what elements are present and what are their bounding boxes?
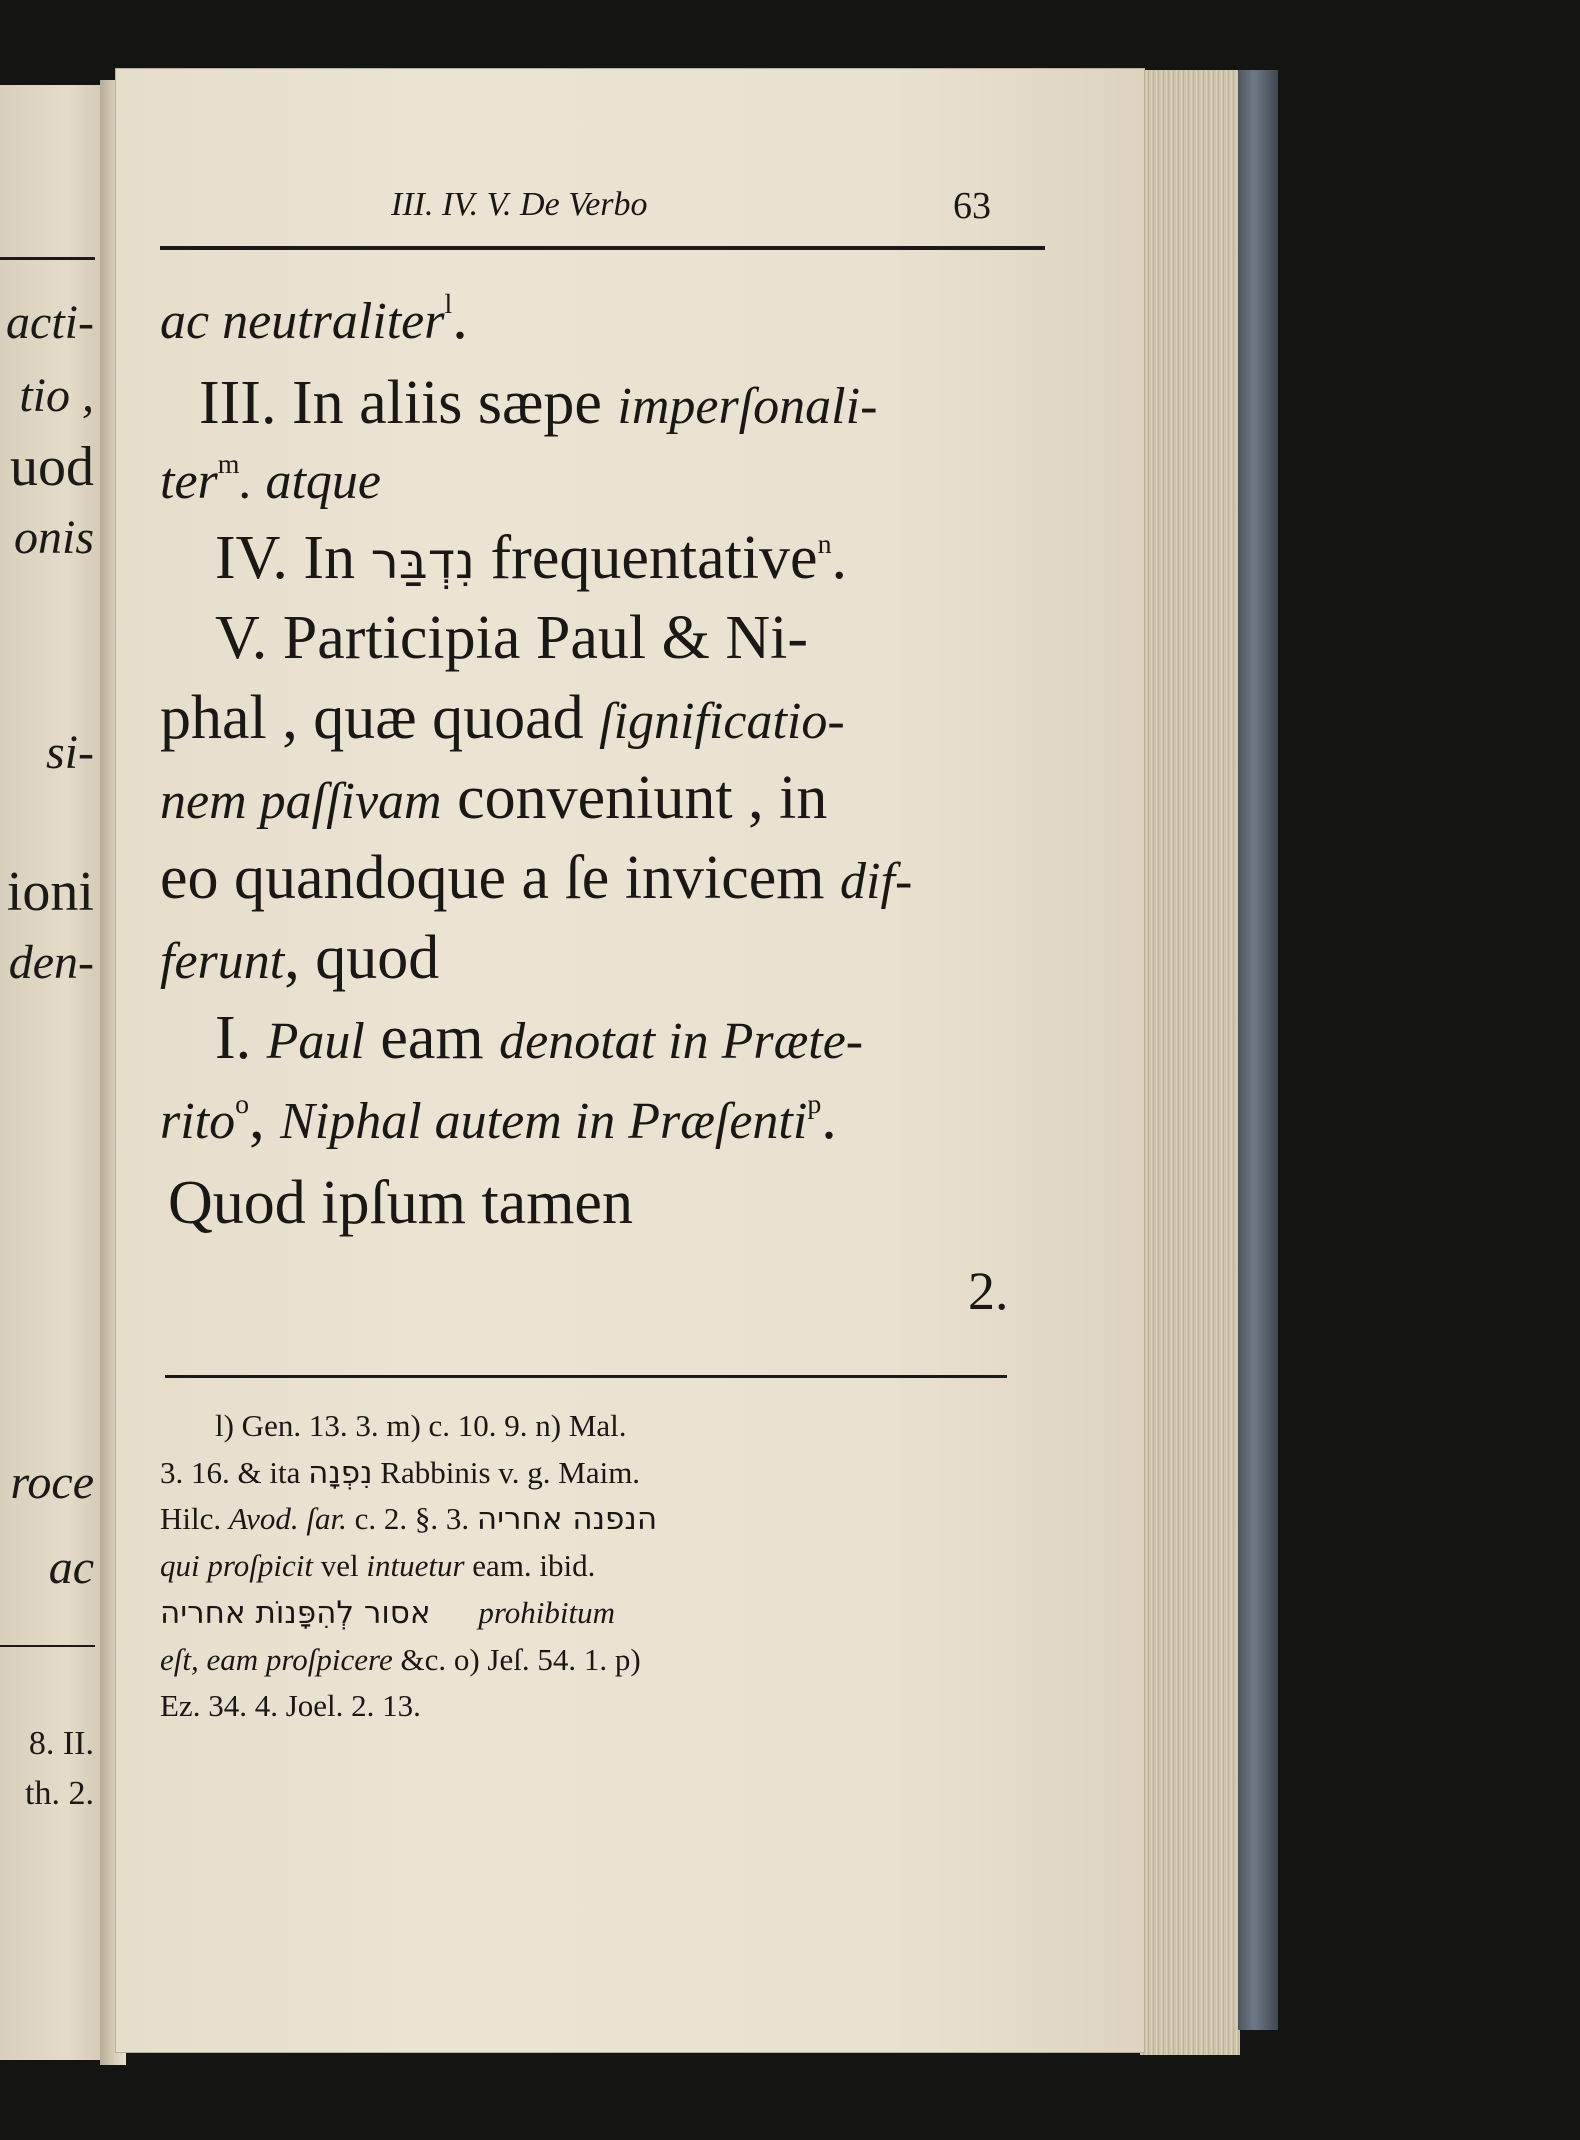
footnote-line: Ez. 34. 4. Joel. 2. 13. <box>160 1688 421 1723</box>
text-roman: III. In aliis sæpe <box>199 369 618 437</box>
footnote-text: c. 2. §. 3. <box>346 1501 477 1536</box>
left-fragment: roce <box>10 1456 94 1509</box>
text-italic: rito <box>160 1093 236 1150</box>
left-fragment: onis <box>13 511 94 564</box>
left-page-rule <box>0 257 95 260</box>
left-fragment: ioni <box>6 861 94 923</box>
text-tail: . <box>821 1084 837 1152</box>
footnote-text: Rabbinis v. g. Maim. <box>372 1455 641 1490</box>
footnote-text: Hilc. <box>160 1501 229 1536</box>
footnote-marker: p <box>807 1088 822 1120</box>
text-italic: nem paſſivam <box>160 773 442 830</box>
text-roman: , <box>249 1084 281 1152</box>
footnote-text: 3. 16. & ita <box>160 1455 309 1490</box>
text-italic: ter <box>160 453 218 510</box>
text-roman: , quod <box>284 924 440 992</box>
text-line <box>160 283 468 354</box>
text-italic: ferunt <box>160 933 285 990</box>
left-fragment: th. 2. <box>25 1775 94 1812</box>
text-roman: I. <box>215 1004 267 1072</box>
text-line <box>160 843 912 914</box>
book-cover-edge <box>1238 70 1278 2030</box>
footnote-line: l) Gen. 13. 3. m) c. 10. 9. n) Mal. <box>215 1408 627 1443</box>
text-line <box>160 763 827 834</box>
text-tail: . <box>831 524 848 592</box>
footnote-italic: Avod. ſar. <box>228 1501 347 1536</box>
footnote-marker: m <box>217 448 240 480</box>
footnote-italic: qui proſpicit <box>160 1548 313 1583</box>
text-line <box>160 923 439 994</box>
footnote-line <box>160 1642 641 1678</box>
text-roman: phal , quæ quoad <box>160 684 600 752</box>
header-rule <box>160 246 1045 250</box>
footnote-rule <box>165 1375 1007 1378</box>
page-edges <box>1140 70 1240 2055</box>
text-roman: eo quandoque a ſe invicem <box>160 844 841 912</box>
text-italic: Niphal autem in Præſenti <box>280 1093 808 1150</box>
left-fragment: ac <box>48 1541 94 1594</box>
text-tail: . atque <box>239 453 381 510</box>
text-roman: eam <box>364 1004 500 1072</box>
text-roman: frequentative <box>475 524 818 592</box>
hebrew-phrase: הנפנה אחריה <box>476 1501 658 1537</box>
text-line <box>215 1003 863 1074</box>
text-roman: conveniunt , in <box>441 764 828 832</box>
text-line <box>199 368 877 439</box>
left-page-fragment <box>0 85 112 2060</box>
left-fragment: tio , <box>19 369 94 422</box>
text-line <box>160 1083 837 1154</box>
footnote-line <box>160 1501 657 1537</box>
footnote-italic: intuetur <box>366 1548 465 1583</box>
left-fragment: acti- <box>6 296 94 349</box>
text-italic: ſignificatio- <box>599 693 845 750</box>
footnote-marker: o <box>235 1088 250 1120</box>
catchword: 2. <box>968 1261 1009 1321</box>
text-tail: . <box>452 284 468 352</box>
text-line: V. Participia Paul & Ni- <box>215 604 808 672</box>
running-title: III. IV. V. De Verbo <box>391 186 648 223</box>
left-fragment: den- <box>8 936 94 989</box>
hebrew-word: נִפְנָה <box>308 1455 373 1491</box>
footnote-marker: n <box>817 528 832 560</box>
text-line <box>160 443 381 514</box>
page-number: 63 <box>953 185 991 227</box>
text-line <box>160 683 845 754</box>
left-fragment: si- <box>46 726 94 779</box>
footnote-line <box>160 1455 640 1491</box>
footnote-line <box>160 1548 595 1584</box>
left-page-footnote-rule <box>0 1645 95 1647</box>
footnote-text: eam. ibid. <box>464 1548 596 1583</box>
text-italic: Paul <box>266 1013 365 1070</box>
footnote-italic: prohibitum <box>478 1595 616 1630</box>
footnote-italic: eſt, eam proſpicere <box>160 1642 393 1677</box>
hebrew-word: נִדְבַּר <box>370 532 476 590</box>
left-fragment: 8. II. <box>28 1725 94 1762</box>
text-roman: IV. In <box>215 524 371 592</box>
text-italic: dif- <box>840 853 913 910</box>
text-italic: imperſonali- <box>617 378 878 435</box>
footnote-text: &c. o) Jeſ. 54. 1. p) <box>392 1642 641 1677</box>
text-line: Quod ipſum tamen <box>168 1169 633 1237</box>
text-italic: ac neutraliter <box>160 293 445 350</box>
right-page <box>115 68 1145 2053</box>
hebrew-phrase: אסור לְהִפָּנוֹת אחריה <box>160 1595 431 1631</box>
text-italic: denotat in Præte- <box>499 1013 864 1070</box>
footnote-line <box>160 1595 615 1631</box>
text-line <box>215 523 847 594</box>
left-fragment: uod <box>10 436 94 498</box>
footnote-marker: l <box>444 288 453 320</box>
footnote-text: vel <box>313 1548 367 1583</box>
